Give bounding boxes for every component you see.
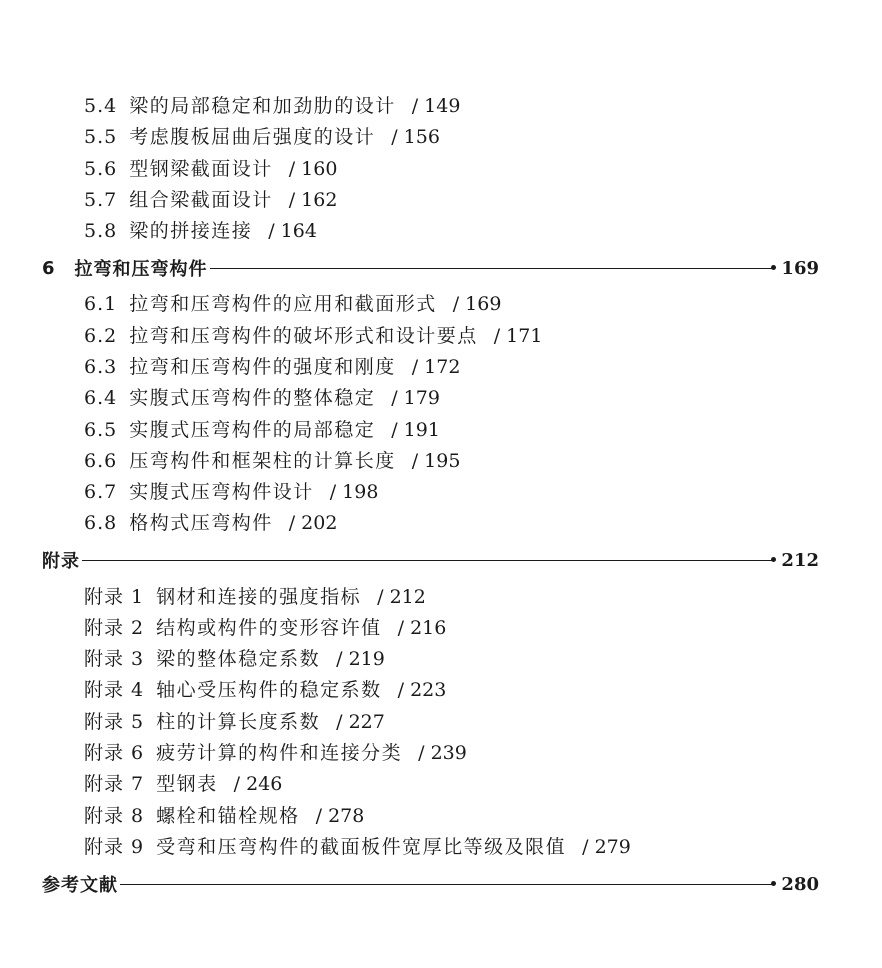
appendix-number: 附录 7 (84, 773, 145, 795)
section-number: 5.8 (84, 220, 118, 242)
appendix-item-page: / 216 (397, 617, 447, 639)
section-title: 拉弯和压弯构件的应用和截面形式 (129, 293, 437, 315)
appendix-number: 附录 8 (84, 805, 145, 827)
references-heading[interactable] (42, 870, 819, 898)
appendix-item-title: 疲劳计算的构件和连接分类 (156, 742, 403, 764)
appendix-item-title: 螺栓和锚栓规格 (156, 805, 300, 827)
section-page: / 195 (411, 450, 461, 472)
references-page: 280 (781, 873, 819, 895)
section-number: 6.7 (84, 481, 118, 503)
appendix-item-page: / 279 (582, 836, 631, 858)
section-title: 拉弯和压弯构件的强度和刚度 (129, 356, 396, 378)
toc-entry[interactable] (84, 741, 467, 765)
section-title: 组合梁截面设计 (129, 189, 273, 211)
toc-entry[interactable] (84, 418, 440, 442)
toc-entry[interactable] (84, 616, 446, 640)
appendix-number: 附录 5 (84, 711, 145, 733)
appendix-number: 附录 1 (84, 586, 145, 608)
appendix-number: 附录 9 (84, 836, 145, 858)
appendix-item-page: / 219 (336, 648, 385, 670)
toc-entry[interactable] (84, 449, 460, 473)
section-page: / 171 (493, 325, 543, 347)
appendix-item-page: / 212 (377, 586, 426, 608)
section-page: / 162 (288, 189, 338, 211)
section-page: / 198 (329, 481, 379, 503)
toc-entry[interactable] (84, 647, 385, 671)
section-page: / 172 (411, 356, 461, 378)
toc-entry[interactable] (84, 511, 337, 535)
appendix-item-title: 梁的整体稳定系数 (156, 648, 321, 670)
section-number: 6.4 (84, 387, 118, 409)
toc-entry[interactable] (84, 386, 440, 410)
appendix-number: 附录 4 (84, 679, 145, 701)
toc-entry[interactable] (84, 188, 337, 212)
toc-entry[interactable] (84, 678, 446, 702)
appendix-title: 附录 (42, 551, 80, 572)
section-title: 拉弯和压弯构件的破坏形式和设计要点 (129, 325, 478, 347)
appendix-item-page: / 246 (233, 773, 283, 795)
leader-line (210, 268, 774, 269)
section-title: 考虑腹板屈曲后强度的设计 (129, 126, 376, 148)
section-number: 6.5 (84, 419, 118, 441)
toc-entry[interactable] (84, 772, 282, 796)
toc-entry[interactable] (84, 292, 501, 316)
section-title: 型钢梁截面设计 (129, 158, 273, 180)
appendix-item-title: 轴心受压构件的稳定系数 (156, 679, 382, 701)
section-number: 6.2 (84, 325, 118, 347)
section-title: 梁的拼接连接 (129, 220, 253, 242)
appendix-item-title: 柱的计算长度系数 (156, 711, 321, 733)
section-page: / 169 (452, 293, 502, 315)
toc-entry[interactable] (84, 804, 364, 828)
section-title: 梁的局部稳定和加劲肋的设计 (129, 95, 396, 117)
section-page: / 160 (288, 158, 338, 180)
section-number: 6.8 (84, 512, 118, 534)
toc-entry[interactable] (84, 585, 426, 609)
section-number: 6.6 (84, 450, 118, 472)
appendix-item-title: 钢材和连接的强度指标 (156, 586, 362, 608)
section-title: 实腹式压弯构件设计 (129, 481, 314, 503)
leader-line (82, 560, 773, 561)
appendix-item-page: / 239 (418, 742, 467, 764)
chapter-title: 拉弯和压弯构件 (74, 259, 208, 280)
section-title: 实腹式压弯构件的局部稳定 (129, 419, 376, 441)
toc-entry[interactable] (84, 710, 385, 734)
section-title: 压弯构件和框架柱的计算长度 (129, 450, 396, 472)
chapter-heading[interactable] (42, 254, 819, 282)
section-page: / 149 (411, 95, 461, 117)
section-number: 5.6 (84, 158, 118, 180)
appendix-heading[interactable] (42, 546, 819, 574)
section-number: 5.7 (84, 189, 118, 211)
toc-entry[interactable] (84, 157, 337, 181)
appendix-page: 212 (781, 549, 819, 571)
appendix-item-page: / 278 (315, 805, 365, 827)
section-number: 5.4 (84, 95, 118, 117)
appendix-number: 附录 6 (84, 742, 145, 764)
toc-entry[interactable] (84, 324, 542, 348)
section-page: / 179 (391, 387, 440, 409)
appendix-item-page: / 227 (336, 711, 385, 733)
section-page: / 156 (391, 126, 440, 148)
section-page: / 164 (268, 220, 317, 242)
appendix-item-page: / 223 (397, 679, 447, 701)
section-page: / 202 (288, 512, 338, 534)
references-title: 参考文献 (42, 875, 118, 896)
section-title: 实腹式压弯构件的整体稳定 (129, 387, 376, 409)
appendix-item-title: 结构或构件的变形容许值 (156, 617, 382, 639)
section-number: 5.5 (84, 126, 118, 148)
toc-entry[interactable] (84, 835, 631, 859)
leader-line (120, 884, 773, 885)
appendix-item-title: 受弯和压弯构件的截面板件宽厚比等级及限值 (156, 836, 567, 858)
section-number: 6.1 (84, 293, 118, 315)
section-page: / 191 (391, 419, 440, 441)
chapter-page: 169 (781, 257, 819, 279)
appendix-item-title: 型钢表 (156, 773, 218, 795)
toc-entry[interactable] (84, 94, 460, 118)
toc-entry[interactable] (84, 219, 317, 243)
appendix-number: 附录 2 (84, 617, 145, 639)
toc-entry[interactable] (84, 355, 460, 379)
chapter-number: 6 (42, 257, 55, 279)
toc-entry[interactable] (84, 125, 440, 149)
section-title: 格构式压弯构件 (129, 512, 273, 534)
toc-entry[interactable] (84, 480, 378, 504)
section-number: 6.3 (84, 356, 118, 378)
appendix-number: 附录 3 (84, 648, 145, 670)
